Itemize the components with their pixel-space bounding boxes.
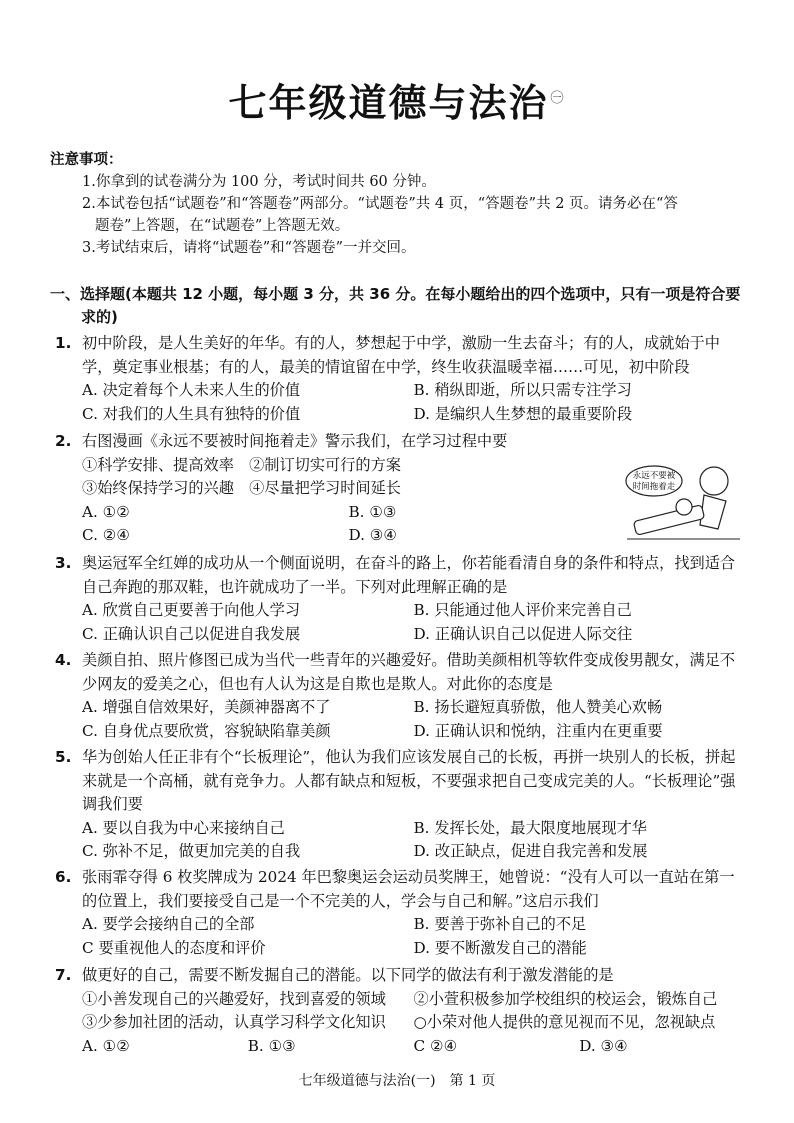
question-stem [55, 332, 745, 379]
statement: ③始终保持学习的兴趣 ④尽量把学习时间延长 [82, 479, 401, 497]
question-3 [55, 552, 745, 646]
question-number: 3. [55, 554, 72, 572]
option-c[interactable]: C. 对我们的人生具有独特的价值 [82, 404, 301, 423]
question-stem [55, 866, 745, 913]
clock-body [700, 495, 726, 529]
note-item: 2.本试卷包括“试题卷”和“答题卷”两部分。“试题卷”共 4 页，“答题卷”共 2 页。请务必在“答 [82, 196, 678, 212]
option-d[interactable]: D. 正确认识自己以促进人际交往 [413, 624, 633, 643]
notes-heading: 注意事项： [50, 152, 123, 168]
options [55, 696, 745, 743]
question-number: 2. [55, 432, 72, 450]
question-text: 做更好的自己，需要不断发掘自己的潜能。以下同学的做法有利于激发潜能的是 [82, 966, 614, 984]
option-a[interactable]: A. 要学会接纳自己的全部 [82, 915, 255, 933]
question-text: 奥运冠军全红婵的成功从一个侧面说明，在奋斗的路上，你若能看清自身的条件和特点，找到适合自己奔跑的那双鞋，也许就成功了一半。下列对此理解正确的是 [82, 554, 736, 596]
question-number: 6. [55, 868, 72, 886]
option-a[interactable]: A. 欣赏自己更要善于向他人学习 [82, 601, 301, 619]
option-b[interactable]: B. 稍纵即逝，所以只需专注学习 [413, 381, 632, 399]
section-line: 一、选择题(本题共 12 小题，每小题 3 分，共 36 分。在每小题给出的四个选项中，只有一项是符合要 [50, 285, 741, 303]
options [55, 817, 745, 864]
dragged-person [633, 505, 704, 536]
question-stem [55, 964, 745, 988]
option-a[interactable]: A. ①② [82, 502, 130, 521]
title-mark: ㊀ [550, 91, 566, 107]
option-b[interactable]: B. 只能通过他人评价来完善自己 [413, 601, 632, 619]
cartoon-caption-2: 时间拖着走 [632, 482, 676, 492]
option-c[interactable]: C. 自身优点要欣赏，容貌缺陷靠美颜 [82, 721, 331, 740]
option-c[interactable]: C. 弥补不足，做更加完美的自我 [82, 842, 301, 860]
option-a[interactable]: A. 要以自我为中心来接纳自己 [82, 818, 285, 837]
question-number: 4. [55, 651, 72, 669]
note-item: 1.你拿到的试卷满分为 100 分，考试时间共 60 分钟。 [82, 174, 436, 190]
question-number: 1. [55, 334, 72, 352]
option-b[interactable]: B. 要善于弥补自己的不足 [413, 915, 587, 933]
note-item: 3.考试结束后，请将“试题卷”和“答题卷”一并交回。 [82, 240, 416, 256]
question-stem [55, 552, 745, 599]
question-text: 张雨霏夺得 6 枚奖牌成为 2024 年巴黎奥运会运动员奖牌王，她曾说：“没有人可以一直站在第一的位置上，我们要接受自己是一个不完美的人，学会与自己和解。”这启示我们 [82, 868, 735, 910]
clock-figure [700, 467, 728, 495]
option-d[interactable]: D. 改正缺点，促进自我完善和发展 [413, 842, 648, 860]
options [55, 379, 745, 426]
question-stem [55, 649, 745, 696]
question-number: 5. [55, 748, 72, 766]
notes-block [50, 149, 750, 259]
question-stem [55, 746, 745, 817]
question-4 [55, 649, 745, 743]
page-title [0, 72, 794, 127]
question-2 [55, 430, 615, 548]
person-head [676, 499, 692, 515]
option-b[interactable]: B. ①③ [348, 502, 397, 521]
option-d[interactable]: D. ③④ [348, 526, 398, 544]
statement: ①科学安排、提高效率 ②制订切实可行的方案 [82, 455, 401, 474]
cartoon-illustration [622, 455, 744, 545]
statement: ①小善发现自己的兴趣爱好，找到喜爱的领域 [82, 989, 386, 1008]
question-5 [55, 746, 745, 864]
option-b[interactable]: B. ①③ [247, 1036, 296, 1055]
option-d[interactable]: D. ③④ [579, 1036, 628, 1055]
options [55, 599, 745, 646]
section-line: 求的) [81, 308, 118, 326]
options [55, 501, 615, 548]
option-a[interactable]: A. ①② [82, 1036, 130, 1055]
question-7 [55, 964, 745, 1058]
cartoon-caption-1: 永远不要被 [632, 471, 676, 481]
statement: ③少参加社团的活动，认真学习科学文化知识 [82, 1013, 386, 1031]
question-text: 华为创始人任正非有个“长板理论”，他认为我们应该发展自己的长板，再拼一块别人的长板，拼起来就是一个高桶，就有竞争力。人都有缺点和短板，不要强求把自己变成完美的人。“长板理论”强调我们要 [82, 748, 736, 813]
option-d[interactable]: D. 正确认识和悦纳，注重内在更重要 [413, 721, 663, 740]
question-stem [55, 430, 615, 454]
section-heading [50, 283, 750, 329]
option-c[interactable]: C. ②④ [82, 526, 130, 544]
option-b[interactable]: B. 发挥长处，最大限度地展现才华 [413, 818, 647, 837]
title-text: 七年级道德与法治 [228, 81, 549, 125]
option-c[interactable]: C. 正确认识自己以促进自我发展 [82, 624, 301, 643]
question-1 [55, 332, 745, 426]
option-d[interactable]: D. 是编织人生梦想的最重要阶段 [413, 404, 633, 423]
question-text: 右图漫画《永远不要被时间拖着走》警示我们，在学习过程中要 [82, 432, 508, 450]
option-a[interactable]: A. 决定着每个人未来人生的价值 [82, 381, 301, 399]
question-text: 美颜自拍、照片修图已成为当代一些青年的兴趣爱好。借助美颜相机等软件变成俊男靓女，满足不少网友的爱美之心，但也有人认为这是自欺也是欺人。对此你的态度是 [82, 651, 736, 693]
question-6 [55, 866, 745, 960]
option-a[interactable]: A. 增强自信效果好，美颜神器离不了 [82, 698, 331, 716]
question-text: 初中阶段，是人生美好的年华。有的人，梦想起于中学，激励一生去奋斗；有的人，成就始于中学，奠定事业根基；有的人，最美的情谊留在中学，终生收获温暖幸福……可见，初中阶段 [82, 334, 720, 376]
option-b[interactable]: B. 扬长避短真骄傲，他人赞美心欢畅 [413, 698, 663, 716]
options [55, 913, 745, 960]
option-d[interactable]: D. 要不断激发自己的潜能 [413, 938, 587, 957]
note-item-continued: 题卷”上答题，在“试题卷”上答题无效。 [95, 218, 350, 234]
option-c[interactable]: C 要重视他人的态度和评价 [82, 938, 266, 957]
option-c[interactable]: C ②④ [413, 1036, 458, 1055]
statement: ②小萱积极参加学校组织的校运会，锻炼自己 [413, 989, 718, 1008]
page-footer: 七年级道德与法治(一) 第 1 页 [298, 1073, 496, 1089]
statements [55, 988, 745, 1059]
question-number: 7. [55, 966, 72, 984]
statement: ○小荣对他人提供的意见视而不见，忽视缺点 [413, 1013, 716, 1031]
